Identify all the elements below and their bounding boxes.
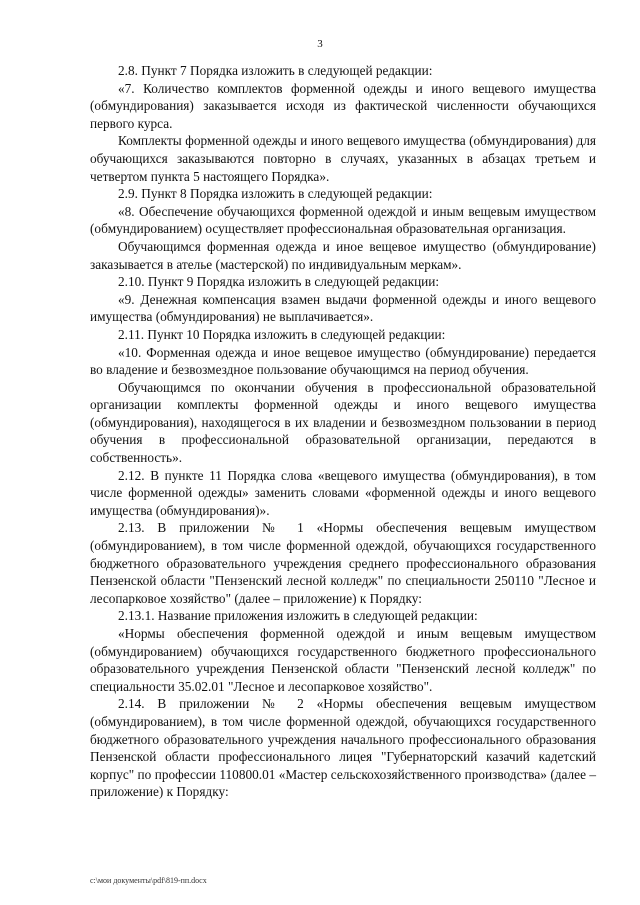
footer-file-path: c:\мои документы\pdf\819-пп.docx [90, 876, 207, 885]
paragraph: 2.8. Пункт 7 Порядка изложить в следующей редакции: [118, 63, 433, 78]
paragraph: Обучающимся по окончании обучения в профессиональной образовательной организации комплекты форменной одежды и иного вещевого имущества (обмундирования), находящегося в их владении и безвозмездном пользовании в период обучения в профессиональной образовательной организации, передаются в собственность». [90, 379, 596, 466]
paragraph: 2.11. Пункт 10 Порядка изложить в следующей редакции: [118, 326, 446, 342]
document-body [90, 62, 596, 801]
paragraph: 2.14. В приложении № 2 «Нормы обеспечения вещевым имуществом (обмундированием), в том числе форменной одеждой, обучающихся государственного бюджетного образовательного учреждения начального профессионального образования Пензенской области профессионального лицея "Губернаторский казачий кадетский корпус" по профессии 110800.01 «Мастер сельскохозяйственного производства» (далее – приложение) к Порядку: [90, 696, 596, 800]
paragraph: 2.13. В приложении № 1 «Нормы обеспечения вещевым имуществом (обмундированием), в том числе форменной одеждой, обучающихся государственного бюджетного образовательного учреждения среднего профессионального образования Пензенской области "Пензенский лесной колледж" по специальности 250110 "Лесное и лесопарковое хозяйство" (далее – приложение) к Порядку: [90, 520, 596, 606]
paragraph: «Нормы обеспечения форменной одеждой и иным вещевым имуществом (обмундированием) обучающихся государственного бюджетного профессионального образовательного учреждения Пензенской области "Пензенский лесной колледж" по специальности 35.02.01 "Лесное и лесопарковое хозяйство". [90, 626, 596, 694]
page-number: 3 [317, 38, 323, 50]
paragraph: 2.9. Пункт 8 Порядка изложить в следующей редакции: [118, 186, 433, 202]
paragraph: 2.10. Пункт 9 Порядка изложить в следующей редакции: [118, 274, 440, 290]
paragraph: «7. Количество комплектов форменной одежды и иного вещевого имущества (обмундирования) заказывается исходя из фактической численности обучающихся первого курса. [90, 80, 596, 131]
paragraph: Комплекты форменной одежды и иного вещевого имущества (обмундирования) для обучающихся заказываются повторно в случаях, указанных в абзацах третьем и четвертом пункта 5 настоящего Порядка». [90, 133, 596, 184]
paragraph: «8. Обеспечение обучающихся форменной одеждой и иным вещевым имуществом (обмундированием) осуществляет профессиональная образовательная организация. [90, 203, 596, 237]
paragraph: «10. Форменная одежда и иное вещевое имущество (обмундирование) передается во владение и безвозмездное пользование обучающимся на период обучения. [90, 344, 596, 378]
paragraph: 2.13.1. Название приложения изложить в следующей редакции: [118, 608, 478, 624]
paragraph: «9. Денежная компенсация взамен выдачи форменной одежды и иного вещевого имущества (обмундирования) не выплачивается». [90, 291, 596, 325]
paragraph: Обучающимся форменная одежда и иное вещевое имущество (обмундирование) заказывается в ателье (мастерской) по индивидуальным меркам». [90, 238, 596, 272]
paragraph: 2.12. В пункте 11 Порядка слова «вещевого имущества (обмундирования), в том числе форменной одежды» заменить словами «форменной одежды и иного вещевого имущества (обмундирования)». [90, 467, 596, 518]
